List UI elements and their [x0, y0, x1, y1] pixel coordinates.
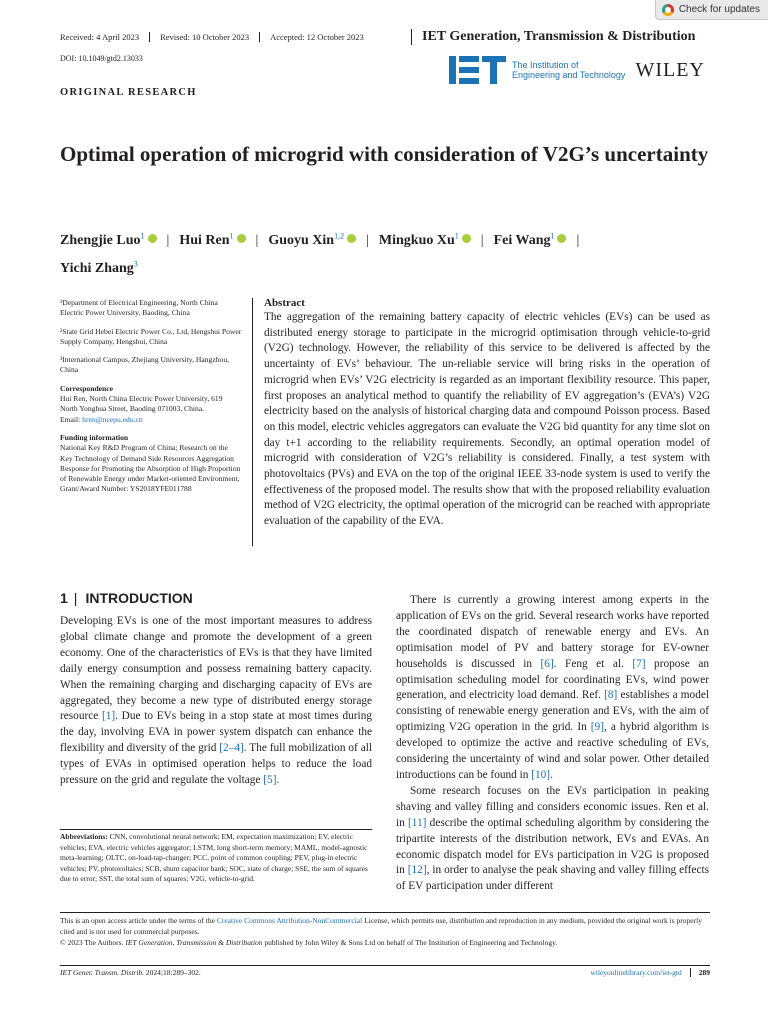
- paragraph-text: , in order to analyse the peak shaving and valley filling effects of EV participation under different: [396, 864, 709, 893]
- author: [494, 233, 567, 248]
- accepted-date: Accepted: 12 October 2023: [259, 32, 374, 42]
- affiliation-3: ³International Campus, Zhejiang University, Hangzhou, China: [60, 355, 230, 375]
- author: [60, 261, 138, 276]
- reference-link[interactable]: [7]: [632, 657, 646, 670]
- abstract-heading: Abstract: [264, 297, 305, 309]
- reference-link[interactable]: [2–4]: [219, 742, 244, 755]
- publisher-logos: [449, 56, 705, 84]
- author-list: [60, 224, 710, 281]
- article-dates: [60, 32, 374, 42]
- abbreviations-text: CNN, convolutional neural network; EM, expectation maximization; EV, electric vehicles; EVA, electric vehicles aggregator; LSTM, long short-term memory; MAML, model-agnostic meta-learning; OLTC, on-load-tap-changer; PCC, point of common coupling; PEV, plug-in electric vehicles; PV, photovoltaics; SCB, shunt capacitor bank; SOC, state of charge; SSE, the sum of squares due to error; SST, the total sum of squares; V2G, vehicle-to-grid.: [60, 832, 368, 883]
- affiliation-marker: 3: [133, 259, 138, 269]
- paragraph-text: There is currently a growing interest among experts in the application of EVs on the grid. Several research works have reported the coordinated dispatch of renewable energy and EVs. An optimisation model of PV and battery storage for EV-owner households is discussed in: [396, 594, 709, 670]
- author: [179, 233, 245, 248]
- journal-name: IET Generation, Transmission & Distribution: [411, 29, 709, 45]
- abbreviations: [60, 829, 372, 885]
- page-footer: [60, 965, 710, 977]
- author: [379, 233, 471, 248]
- intro-paragraph-3: [396, 784, 709, 895]
- author-name: Yichi Zhang: [60, 261, 134, 277]
- affiliation-1: ¹Department of Electrical Engineering, North China Electric Power University, Baoding, China: [60, 298, 218, 318]
- paragraph-text: establishes a model consisting of renewable energy generation and EVs, with the aim of optimizing V2G operation in the grid. In: [396, 689, 709, 734]
- iet-logo-icon: [449, 56, 506, 84]
- crossmark-icon: [662, 4, 674, 16]
- cc-license-link[interactable]: Creative Commons Attribution-NonCommercial: [216, 916, 363, 925]
- body-right-column: [396, 593, 709, 895]
- author-separator: |: [166, 232, 170, 248]
- paragraph-text: .: [550, 768, 553, 781]
- revised-date: Revised: 10 October 2023: [149, 32, 259, 42]
- iet-logo-text: The Institution of Engineering and Technology: [512, 60, 626, 80]
- orcid-icon[interactable]: [347, 234, 356, 243]
- paragraph-text: . Feng et al.: [553, 657, 633, 670]
- check-for-updates-label: Check for updates: [678, 4, 760, 15]
- received-date: Received: 4 April 2023: [60, 32, 140, 42]
- author-separator: |: [576, 232, 580, 248]
- author-separator: |: [255, 232, 259, 248]
- paragraph-text: . Due to EVs being in a stop state at most times during the day, involving EVA in power system dispatch can enhance the flexibility and diversity of the grid: [60, 710, 372, 755]
- intro-paragraph-1: [60, 614, 372, 789]
- affiliation-marker: 1: [454, 231, 459, 240]
- sidebar-divider: [252, 298, 253, 546]
- author-name: Zhengjie Luo: [60, 232, 141, 248]
- author-separator: |: [366, 232, 369, 248]
- abstract-text: The aggregation of the remaining battery capacity of electric vehicles (EVs) can be used as distributed energy storage to participate in the microgrid optimisation through vehicle-to-grid (V2G) technology. However, the reliability of this service to be delivered is affected by the uncertainty of EVs’ behaviour. The un-reliable service will bring risks in the operation of microgrid when EVs’ V2G electricity is regarded as an important flexibility resource. This paper, first proposes an analytical method to quantify the reliability of EV aggregation’s (EVA’s) V2G electricity based on the analysis of historical charging data and compound Poisson process. Based on this model, electric vehicles aggregators can evaluate the V2G bid quantity for any time slot on day t+1 according to the reliability requirements. Secondly, an optimal operation model of microgrid with consideration of V2G’s reliability is considered. Finally, a test system with photovoltaics (PVs) and EVA on the top of the original IEEE 33-node system is used to verify the effectiveness of the proposed model. The results show that with the proposed reliability evaluation method of V2G electricity, the optimal operation of the microgrid can be reached with appropriate evaluation of the capability of the EVA.: [264, 311, 710, 528]
- correspondence-email-link[interactable]: hren@ncepu.edu.cn: [82, 414, 143, 424]
- doi[interactable]: DOI: 10.1049/gtd2.13033: [60, 54, 143, 63]
- paragraph-text: describe the optimal scheduling algorithm by considering the tripartite interests of the distribution network, EVs and EVAs. An economic dispatch model for EVs participation in V2G is proposed in: [396, 816, 709, 877]
- section-number: 1: [60, 590, 68, 606]
- wiley-logo: WILEY: [635, 58, 705, 81]
- reference-link[interactable]: [1]: [101, 710, 116, 723]
- correspondence-text: Hui Ren, North China Electric Power University, 619 North Yonghua Street, Baoding 071003, China. Email: hren@ncepu.edu.cn: [60, 394, 223, 424]
- license-notice: This is an open access article under the terms of the Creative Commons Attribution-NonCommercial License, which permits use, distribution and reproduction in any medium, provided the original work is properly cited and is not used for commercial purposes. © 2023 The Authors. IET Generation, Transmission & Distribution published by John Wiley & Sons Ltd on behalf of The Institution of Engineering and Technology.: [60, 912, 710, 948]
- orcid-icon[interactable]: [557, 234, 566, 243]
- author-name: Fei Wang: [493, 232, 551, 248]
- paragraph-text: Developing EVs is one of the most important measures to address global climate change and promote the development of a green economy. One of the characteristics of EVs is that they have limited daily energy consumption and possess remaining battery capacity. When the remaining charging and discharging capacity of EVs are aggregated, they become a new type of distributed energy storage resource: [60, 615, 372, 723]
- journal-website-link[interactable]: wileyonlinelibrary.com/iet-gtd: [590, 968, 682, 977]
- body-left-column: [60, 590, 372, 789]
- funding-text: National Key R&D Program of China; Research on the Key Technology of Demand Side Resources Aggregation Response for Promoting the Absorption of High Proportion of Renewable Energy under Market-oriented Environment, Grant/Award Number: YS2018YFE011788: [60, 443, 241, 494]
- author-name: Guoyu Xin: [268, 232, 335, 248]
- section-title: INTRODUCTION: [85, 590, 193, 606]
- author-info-sidebar: [60, 298, 242, 503]
- reference-link[interactable]: [11]: [408, 816, 427, 829]
- paragraph-text: propose an optimisation scheduling model for coordinating EVs, wind power generation, and electricity load demand. Ref.: [396, 657, 709, 702]
- intro-heading: [60, 590, 372, 606]
- paper-title: Optimal operation of microgrid with consideration of V2G’s uncertainty: [60, 142, 709, 166]
- paragraph-text: . The full mobilization of all types of EVAs in optimised operation helps to reduce the load pressure on the grid and regulate the voltage: [60, 742, 372, 787]
- reference-link[interactable]: [5]: [263, 774, 277, 787]
- author: [60, 233, 157, 248]
- reference-link[interactable]: [10]: [531, 768, 551, 781]
- correspondence-heading: Correspondence: [60, 383, 114, 393]
- section-divider: |: [73, 590, 78, 606]
- affiliation-marker: 1: [229, 231, 234, 240]
- abstract: [264, 297, 710, 530]
- paragraph-text: Some research focuses on the EVs participation in peaking shaving and valley filling and considers economic issues. Ren et al. in: [396, 784, 709, 829]
- paragraph-text: .: [276, 774, 280, 787]
- paragraph-text: , a hybrid algorithm is developed to optimize the active and reactive scheduling of EVs, considering the uncertainty of wind and solar power. Other detailed introductions can be found in: [396, 721, 709, 781]
- orcid-icon[interactable]: [462, 234, 471, 243]
- reference-link[interactable]: [9]: [590, 721, 604, 734]
- funding-heading: Funding information: [60, 432, 129, 442]
- affiliation-marker: 1: [550, 231, 555, 240]
- author: [268, 233, 356, 248]
- check-for-updates-button[interactable]: [655, 0, 768, 20]
- author-separator: |: [480, 232, 484, 248]
- affiliation-marker: 1,2: [334, 231, 345, 240]
- author-name: Mingkuo Xu: [378, 232, 455, 248]
- affiliation-2: ²State Grid Hebei Electric Power Co., Ltd, Hengshui Power Supply Company, Hengshui, China: [60, 326, 242, 346]
- reference-link[interactable]: [8]: [604, 689, 618, 702]
- reference-link[interactable]: [6]: [540, 657, 554, 670]
- affiliation-marker: 1: [140, 231, 145, 240]
- abbreviations-label: Abbreviations:: [60, 832, 108, 841]
- intro-paragraph-2: [396, 593, 709, 784]
- author-name: Hui Ren: [179, 232, 230, 248]
- section-label: ORIGINAL RESEARCH: [60, 87, 197, 98]
- page-number: 289: [690, 968, 710, 977]
- orcid-icon[interactable]: [237, 234, 246, 243]
- orcid-icon[interactable]: [148, 234, 157, 243]
- citation: IET Gener. Transm. Distrib. 2024;18:289–302.: [60, 968, 201, 977]
- reference-link[interactable]: [12]: [407, 864, 427, 877]
